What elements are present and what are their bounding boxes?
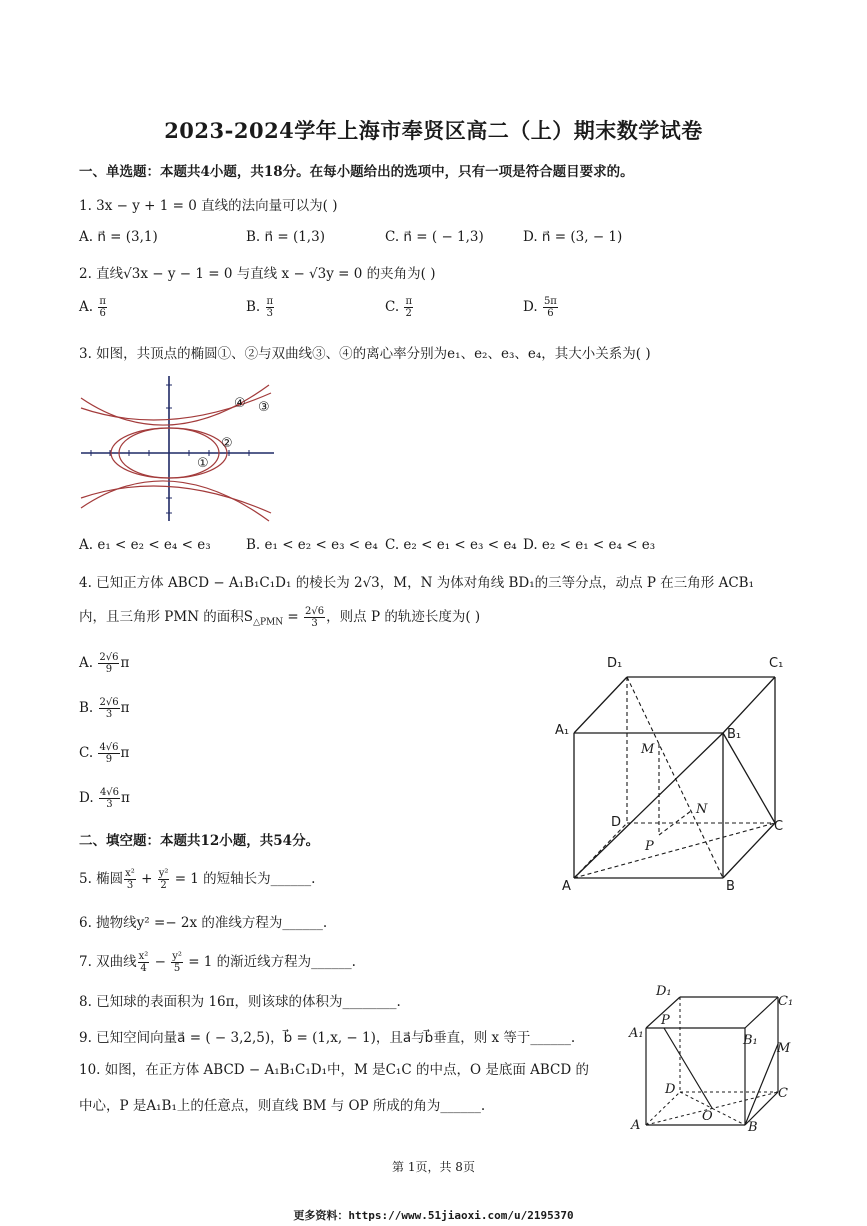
diagonal-d1-b-hidden: [627, 677, 723, 878]
vertex-label-b: B: [748, 1120, 758, 1135]
q4-option-c-label: C.: [79, 745, 94, 761]
q7-fraction-x: [138, 951, 150, 974]
conic-label-3: ③: [258, 400, 270, 415]
q9-text: 9. 已知空间向量a⃗ = ( − 3,2,5)，b⃗ = (1,x, − 1)，且a⃗与b⃗垂直，则 x 等于______.: [79, 1030, 576, 1046]
q2-option-d-fraction: [543, 296, 558, 319]
page-footer: 第 1页，共 8页: [392, 1160, 475, 1174]
fraction-numerator: 2√6: [99, 697, 119, 708]
q5-text: [79, 867, 315, 891]
q3-stem: 3. 如图，共顶点的椭圆①、②与双曲线③、④的离心率分别为e₁、e₂、e₃、e₄，其大小关系为( ): [79, 346, 651, 362]
q2-option-d-label: D.: [523, 299, 538, 315]
q2-option-a: [79, 296, 108, 319]
q4-option-a-label: A.: [79, 655, 94, 671]
fraction-numerator: π: [266, 296, 274, 307]
q2-option-d: [523, 296, 559, 319]
point-label-m: M: [641, 742, 655, 757]
vertex-label-b: B: [726, 879, 735, 894]
q4-option-b-label: B.: [79, 700, 94, 716]
fraction-denominator: 3: [266, 308, 273, 319]
q5-prefix: 5. 椭圆: [79, 871, 124, 887]
vertex-label-a1: A₁: [555, 723, 570, 738]
edge-b1-c1: [723, 677, 775, 733]
watermark-link[interactable]: 更多资料：https://www.51jiaoxi.com/u/2195370: [293, 1209, 574, 1222]
q1-option-c: C. n⃗ = ( − 1,3): [385, 229, 484, 245]
q4-option-d: [79, 787, 130, 810]
fraction-numerator: 4√6: [99, 787, 120, 798]
fraction-denominator: 2: [405, 308, 412, 319]
fraction-numerator: π: [99, 296, 106, 307]
fraction-numerator: π: [405, 296, 413, 307]
q4-option-c-fraction: [98, 742, 119, 765]
vertex-label-b1: B₁: [727, 727, 742, 742]
vertex-label-d1: D₁: [607, 656, 623, 671]
fraction-denominator: 6: [547, 308, 554, 319]
fraction-numerator: y²: [172, 951, 182, 962]
vertex-label-a1: A₁: [629, 1026, 644, 1041]
conic-figure: [79, 373, 274, 523]
q2-option-a-fraction: [98, 296, 107, 319]
segment-b-m: [745, 1044, 778, 1125]
q3-option-d: D. e₂ < e₁ < e₄ < e₃: [523, 537, 656, 553]
q4-option-d-pi: π: [121, 790, 130, 806]
fraction-denominator: 4: [140, 963, 147, 974]
fraction-denominator: 2: [160, 880, 167, 891]
vertex-label-c1: C₁: [778, 994, 794, 1009]
point-label-o: O: [702, 1109, 713, 1124]
q4-stem-line2: [79, 605, 480, 629]
q7-prefix: 7. 双曲线: [79, 954, 137, 970]
q4-area-subscript: △PMN: [253, 617, 284, 628]
q4-equals: =: [283, 609, 304, 625]
q1-option-d: D. n⃗ = (3, − 1): [523, 229, 623, 245]
fraction-denominator: 9: [105, 664, 113, 675]
q4-option-d-label: D.: [79, 790, 94, 806]
q4-option-b: [79, 697, 130, 720]
section-heading-single-choice: 一、单选题：本题共4小题，共18分。在每小题给出的选项中，只有一项是符合题目要求的。: [79, 164, 634, 180]
point-label-p: P: [661, 1013, 670, 1028]
q7-suffix: = 1 的渐近线方程为______.: [183, 954, 356, 970]
fraction-denominator: 3: [311, 618, 318, 629]
q4-option-a-pi: π: [120, 655, 130, 671]
fraction-numerator: 2√6: [99, 652, 119, 663]
q4-stem-line1: 4. 已知正方体 ABCD − A₁B₁C₁D₁ 的棱长为 2√3，M，N 为体对角线 BD₁的三等分点，动点 P 在三角形 ACB₁: [79, 575, 755, 591]
q1-option-b: B. n⃗ = (1,3): [246, 229, 325, 245]
conic-label-4: ④: [234, 396, 246, 411]
q2-option-b-fraction: [266, 296, 275, 319]
vertex-label-d: D: [611, 815, 622, 830]
q5-plus: +: [136, 871, 157, 887]
vertex-label-d: D: [665, 1082, 676, 1097]
q2-option-c-fraction: [404, 296, 413, 319]
fraction-denominator: 5: [173, 963, 181, 974]
q5-suffix: = 1 的短轴长为______.: [170, 871, 316, 887]
fraction-denominator: 3: [106, 799, 113, 810]
q4-option-a: [79, 652, 129, 675]
q10-line1: 10. 如图，在正方体 ABCD − A₁B₁C₁D₁中，M 是C₁C 的中点，O 是底面 ABCD 的: [79, 1062, 589, 1078]
vertex-label-c: C: [778, 1086, 788, 1101]
q4-option-c: [79, 742, 129, 765]
q4-option-b-fraction: [99, 697, 120, 720]
q2-option-c-label: C.: [385, 299, 400, 315]
vertex-label-c1: C₁: [769, 656, 784, 671]
section-heading-fill-in: 二、填空题：本题共12小题，共54分。: [79, 833, 320, 849]
q5-fraction-y: [158, 868, 170, 891]
q4-option-a-fraction: [98, 652, 119, 675]
hyperbola-3-lower: [81, 486, 271, 513]
fraction-numerator: 5π: [543, 296, 557, 307]
segment-b1-c: [723, 733, 775, 823]
q1-option-a: A. n⃗ = (3,1): [79, 229, 158, 245]
vertex-label-a: A: [562, 879, 571, 894]
edge-b1-c1: [745, 997, 778, 1028]
fraction-denominator: 3: [126, 880, 134, 891]
fraction-numerator: y²: [158, 868, 169, 879]
q2-option-b: [246, 296, 275, 319]
q5-fraction-x: [124, 868, 136, 891]
fraction-numerator: x²: [125, 868, 135, 879]
q2-option-a-label: A.: [79, 299, 94, 315]
q3-option-b: B. e₁ < e₂ < e₃ < e₄: [246, 537, 378, 553]
point-label-n: N: [696, 802, 708, 817]
q7-minus: −: [150, 954, 171, 970]
vertex-label-d1: D₁: [656, 984, 672, 999]
q7-text: [79, 950, 356, 974]
q4-area-fraction: [304, 606, 325, 629]
fraction-numerator: 4√6: [99, 742, 119, 753]
q6-text: 6. 抛物线y² =− 2x 的准线方程为______.: [79, 915, 328, 931]
q4-option-c-pi: π: [120, 745, 130, 761]
fraction-denominator: 9: [105, 754, 113, 765]
cube-figure-q4: [550, 650, 795, 895]
point-label-p: P: [645, 839, 654, 854]
point-label-m: M: [777, 1041, 791, 1056]
q1-stem: 1. 3x − y + 1 = 0 直线的法向量可以为( ): [79, 198, 338, 214]
q8-text: 8. 已知球的表面积为 16π，则该球的体积为________.: [79, 994, 401, 1010]
cube-figure-q10: [628, 980, 800, 1135]
q2-option-b-label: B.: [246, 299, 261, 315]
fraction-denominator: 6: [99, 308, 106, 319]
fraction-numerator: 2√6: [305, 606, 325, 617]
q4-option-d-fraction: [99, 787, 120, 810]
page-title: 2023-2024学年上海市奉贤区高二（上）期末数学试卷: [164, 118, 703, 143]
edge-b-c: [723, 823, 775, 878]
q2-stem: 2. 直线√3x − y − 1 = 0 与直线 x − √3y = 0 的夹角为( ): [79, 266, 436, 282]
q2-option-c: [385, 296, 414, 319]
q4-stem-text: 内，且三角形 PMN 的面积S: [79, 609, 254, 625]
fraction-denominator: 3: [105, 709, 113, 720]
q4-option-b-pi: π: [120, 700, 130, 716]
vertex-label-c: C: [774, 819, 784, 834]
vertex-label-a: A: [631, 1118, 641, 1133]
fraction-numerator: x²: [138, 951, 149, 962]
conic-label-2: ②: [221, 436, 233, 451]
q10-line2: 中心，P 是A₁B₁上的任意点，则直线 BM 与 OP 所成的角为______.: [79, 1098, 486, 1114]
q4-stem-tail: ，则点 P 的轨迹长度为( ): [326, 609, 481, 625]
segment-a-c-hidden: [574, 823, 775, 878]
q7-fraction-y: [171, 951, 183, 974]
q3-option-c: C. e₂ < e₁ < e₃ < e₄: [385, 537, 517, 553]
vertex-label-b1: B₁: [743, 1033, 758, 1048]
q3-option-a: A. e₁ < e₂ < e₄ < e₃: [79, 537, 211, 553]
conic-label-1: ①: [197, 456, 209, 471]
edge-a1-d1: [574, 677, 627, 733]
